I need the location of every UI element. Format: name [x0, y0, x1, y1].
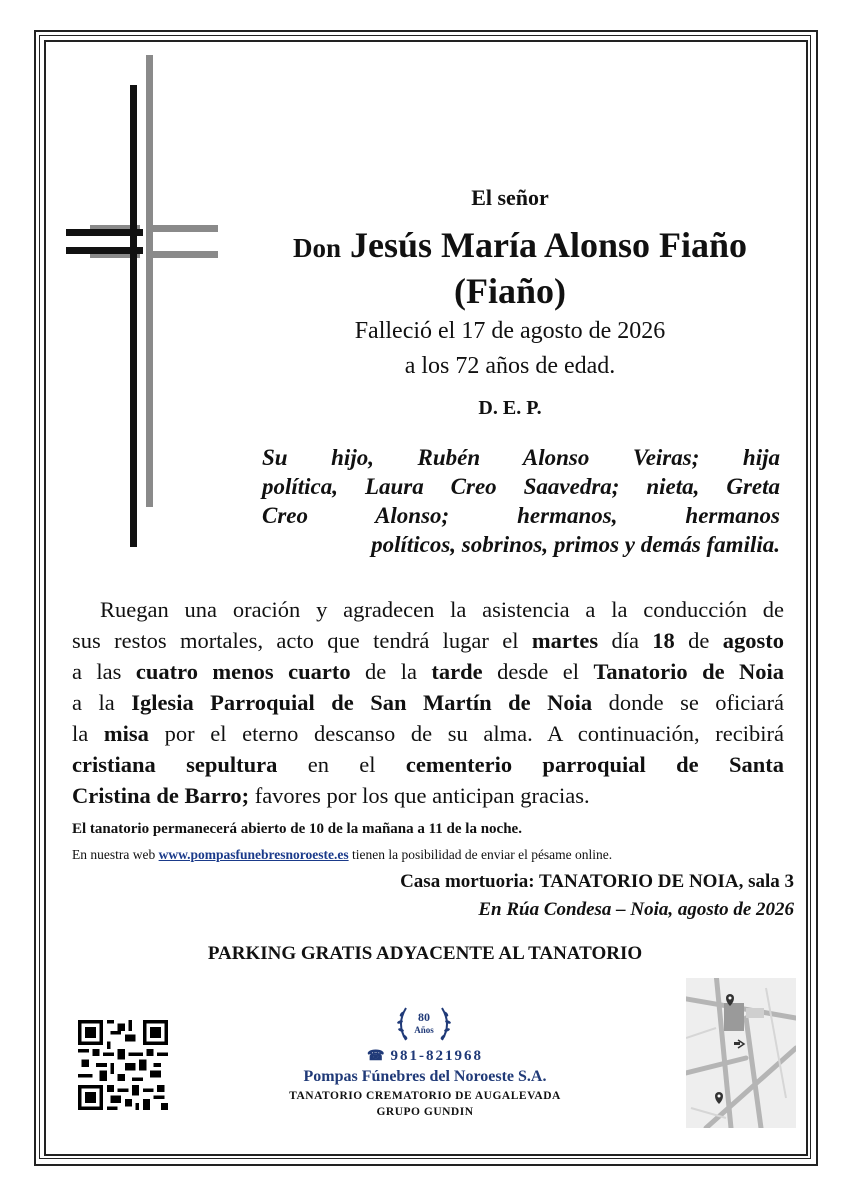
tanatorio-name: TANATORIO CREMATORIO DE AUGALEVADA	[289, 1090, 561, 1102]
ceremony-text	[72, 594, 784, 811]
body-line: sus restos mortales, acto que tendrá lugar el martes día 18 de agosto	[72, 628, 785, 653]
cross-icon	[60, 55, 230, 555]
family-line: políticos, sobrinos, primos y demás familia.	[371, 532, 780, 557]
location-map-icon[interactable]	[686, 978, 796, 1128]
company-name: Pompas Fúnebres del Noroeste S.A.	[303, 1068, 547, 1085]
svg-text:Años: Años	[414, 1025, 434, 1035]
place-date: En Rúa Condesa – Noia, agosto de 2026	[478, 899, 794, 920]
phone-icon: ☎	[367, 1049, 387, 1064]
age: a los 72 años de edad.	[404, 353, 616, 379]
body-line: Ruegan una oración y agradecen la asistencia a la conducción de	[100, 597, 784, 622]
honorific: Don	[292, 233, 341, 263]
family-line: política, Laura Creo Saavedra; nieta, Greta	[262, 474, 780, 499]
svg-text:80: 80	[418, 1010, 430, 1024]
body-line: a la Iglesia Parroquial de San Martín de Noia donde se oficiará	[72, 690, 785, 715]
body-line: cristiana sepultura en el cementerio parroquial de Santa	[72, 752, 785, 777]
anniversary-badge-icon	[392, 1000, 456, 1048]
opening-hours: El tanatorio permanecerá abierto de 10 de la mañana a 11 de la noche.	[72, 821, 522, 837]
family-list	[262, 443, 780, 559]
mortuary-location: Casa mortuoria: TANATORIO DE NOIA, sala 3	[400, 871, 794, 892]
nickname: (Fiaño)	[454, 271, 566, 311]
website-link[interactable]: www.pompasfunebresnoroeste.es	[158, 847, 349, 862]
web-note: En nuestra web www.pompasfunebresnoroeste.es tienen la posibilidad de enviar el pésame online.	[72, 847, 613, 862]
family-line: Creo Alonso; hermanos, hermanos	[262, 503, 780, 528]
body-line: a las cuatro menos cuarto de la tarde desde el Tanatorio de Noia	[72, 659, 785, 684]
qr-code-icon[interactable]	[78, 1020, 168, 1110]
body-line: Cristina de Barro; favores por los que anticipan gracias.	[72, 783, 590, 808]
title-prefix: El señor	[471, 185, 549, 210]
full-name: Jesús María Alonso Fiaño	[349, 225, 748, 265]
phone-number[interactable]: ☎ 981-821968	[367, 1048, 483, 1064]
parking-note: PARKING GRATIS ADYACENTE AL TANATORIO	[207, 943, 643, 964]
family-line: Su hijo, Rubén Alonso Veiras; hija	[262, 445, 780, 470]
rip-text: D. E. P.	[478, 397, 542, 419]
group-name: GRUPO GUNDIN	[376, 1106, 474, 1118]
death-date: Falleció el 17 de agosto de 2026	[354, 318, 666, 344]
deceased-name	[230, 222, 810, 271]
body-line: la misa por el eterno descanso de su alma. A continuación, recibirá	[72, 721, 784, 746]
